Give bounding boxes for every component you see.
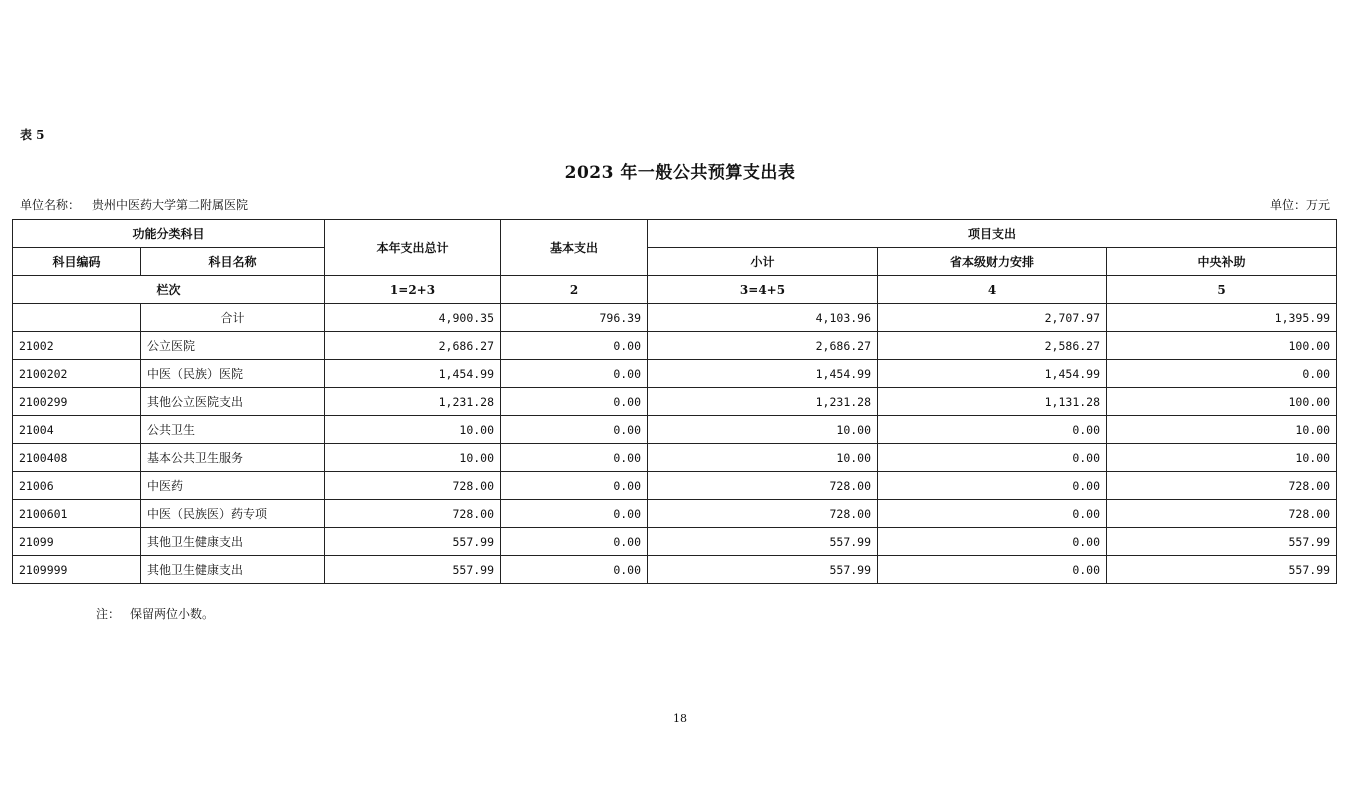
cell-subtotal: 1,454.99: [648, 360, 878, 388]
footnote: [96, 605, 214, 622]
cell-provincial: 0.00: [878, 416, 1107, 444]
cell-code: 21006: [13, 472, 141, 500]
summary-total: 4,900.35: [325, 304, 501, 332]
cell-provincial: 1,131.28: [878, 388, 1107, 416]
unit-name-label: 单位名称：: [20, 198, 81, 212]
cell-central: 557.99: [1107, 528, 1337, 556]
cell-code: 21002: [13, 332, 141, 360]
table-row: [13, 528, 1337, 556]
header-row-2: [13, 248, 1337, 276]
cell-central: 728.00: [1107, 472, 1337, 500]
cell-total: 2,686.27: [325, 332, 501, 360]
table-row: [13, 556, 1337, 584]
column-index-basic: 2: [501, 276, 648, 304]
cell-provincial: 0.00: [878, 528, 1107, 556]
cell-basic: 0.00: [501, 332, 648, 360]
cell-central: 100.00: [1107, 332, 1337, 360]
cell-basic: 0.00: [501, 444, 648, 472]
unit-name: [20, 196, 248, 213]
cell-name: 其他卫生健康支出: [141, 556, 325, 584]
summary-name: 合计: [141, 304, 325, 332]
cell-provincial: 2,586.27: [878, 332, 1107, 360]
cell-total: 1,231.28: [325, 388, 501, 416]
header-total: 本年支出总计: [325, 220, 501, 276]
cell-total: 10.00: [325, 416, 501, 444]
column-index-central: 5: [1107, 276, 1337, 304]
cell-code: 21004: [13, 416, 141, 444]
cell-subtotal: 1,231.28: [648, 388, 878, 416]
summary-central: 1,395.99: [1107, 304, 1337, 332]
header-project-group: 项目支出: [648, 220, 1337, 248]
cell-code: 2100299: [13, 388, 141, 416]
cell-central: 10.00: [1107, 416, 1337, 444]
cell-name: 公共卫生: [141, 416, 325, 444]
column-index-provincial: 4: [878, 276, 1107, 304]
cell-subtotal: 557.99: [648, 528, 878, 556]
header-category-group: 功能分类科目: [13, 220, 325, 248]
cell-central: 557.99: [1107, 556, 1337, 584]
header-basic: 基本支出: [501, 220, 648, 276]
column-index-total: 1=2+3: [325, 276, 501, 304]
column-index-label: 栏次: [13, 276, 325, 304]
header-code: 科目编码: [13, 248, 141, 276]
cell-central: 10.00: [1107, 444, 1337, 472]
column-index-row: [13, 276, 1337, 304]
cell-provincial: 1,454.99: [878, 360, 1107, 388]
cell-total: 557.99: [325, 556, 501, 584]
table-row: [13, 500, 1337, 528]
header-central: 中央补助: [1107, 248, 1337, 276]
cell-basic: 0.00: [501, 472, 648, 500]
cell-subtotal: 728.00: [648, 472, 878, 500]
unit-measure: 单位：万元: [1269, 198, 1330, 212]
cell-provincial: 0.00: [878, 472, 1107, 500]
cell-subtotal: 728.00: [648, 500, 878, 528]
cell-total: 10.00: [325, 444, 501, 472]
cell-name: 公立医院: [141, 332, 325, 360]
cell-provincial: 0.00: [878, 556, 1107, 584]
table-row: [13, 416, 1337, 444]
cell-basic: 0.00: [501, 556, 648, 584]
table-row: [13, 388, 1337, 416]
cell-code: 21099: [13, 528, 141, 556]
summary-subtotal: 4,103.96: [648, 304, 878, 332]
cell-provincial: 0.00: [878, 500, 1107, 528]
budget-table: [12, 219, 1337, 584]
cell-central: 728.00: [1107, 500, 1337, 528]
header-row-1: [13, 220, 1337, 248]
cell-code: 2100408: [13, 444, 141, 472]
cell-code: 2100202: [13, 360, 141, 388]
cell-provincial: 0.00: [878, 444, 1107, 472]
cell-subtotal: 10.00: [648, 444, 878, 472]
cell-subtotal: 2,686.27: [648, 332, 878, 360]
cell-total: 557.99: [325, 528, 501, 556]
cell-total: 728.00: [325, 500, 501, 528]
cell-name: 中医（民族）医院: [141, 360, 325, 388]
summary-provincial: 2,707.97: [878, 304, 1107, 332]
cell-code: 2100601: [13, 500, 141, 528]
cell-subtotal: 10.00: [648, 416, 878, 444]
cell-total: 728.00: [325, 472, 501, 500]
cell-central: 0.00: [1107, 360, 1337, 388]
cell-name: 基本公共卫生服务: [141, 444, 325, 472]
summary-code: [13, 304, 141, 332]
table-row: [13, 360, 1337, 388]
header-name: 科目名称: [141, 248, 325, 276]
header-provincial: 省本级财力安排: [878, 248, 1107, 276]
cell-basic: 0.00: [501, 360, 648, 388]
cell-total: 1,454.99: [325, 360, 501, 388]
footnote-text: 保留两位小数。: [130, 607, 215, 621]
unit-name-value: 贵州中医药大学第二附属医院: [92, 198, 249, 212]
table-row: [13, 472, 1337, 500]
summary-row: [13, 304, 1337, 332]
cell-central: 100.00: [1107, 388, 1337, 416]
table-label: 表 5: [20, 128, 45, 142]
cell-basic: 0.00: [501, 416, 648, 444]
cell-basic: 0.00: [501, 500, 648, 528]
page-title: 2023 年一般公共预算支出表: [564, 163, 796, 183]
cell-basic: 0.00: [501, 528, 648, 556]
page-number: 18: [673, 712, 687, 725]
summary-basic: 796.39: [501, 304, 648, 332]
column-index-subtotal: 3=4+5: [648, 276, 878, 304]
cell-basic: 0.00: [501, 388, 648, 416]
cell-name: 中医（民族医）药专项: [141, 500, 325, 528]
cell-code: 2109999: [13, 556, 141, 584]
cell-subtotal: 557.99: [648, 556, 878, 584]
header-subtotal: 小计: [648, 248, 878, 276]
footnote-label: 注：: [96, 607, 121, 621]
cell-name: 中医药: [141, 472, 325, 500]
cell-name: 其他公立医院支出: [141, 388, 325, 416]
cell-name: 其他卫生健康支出: [141, 528, 325, 556]
table-row: [13, 332, 1337, 360]
table-row: [13, 444, 1337, 472]
